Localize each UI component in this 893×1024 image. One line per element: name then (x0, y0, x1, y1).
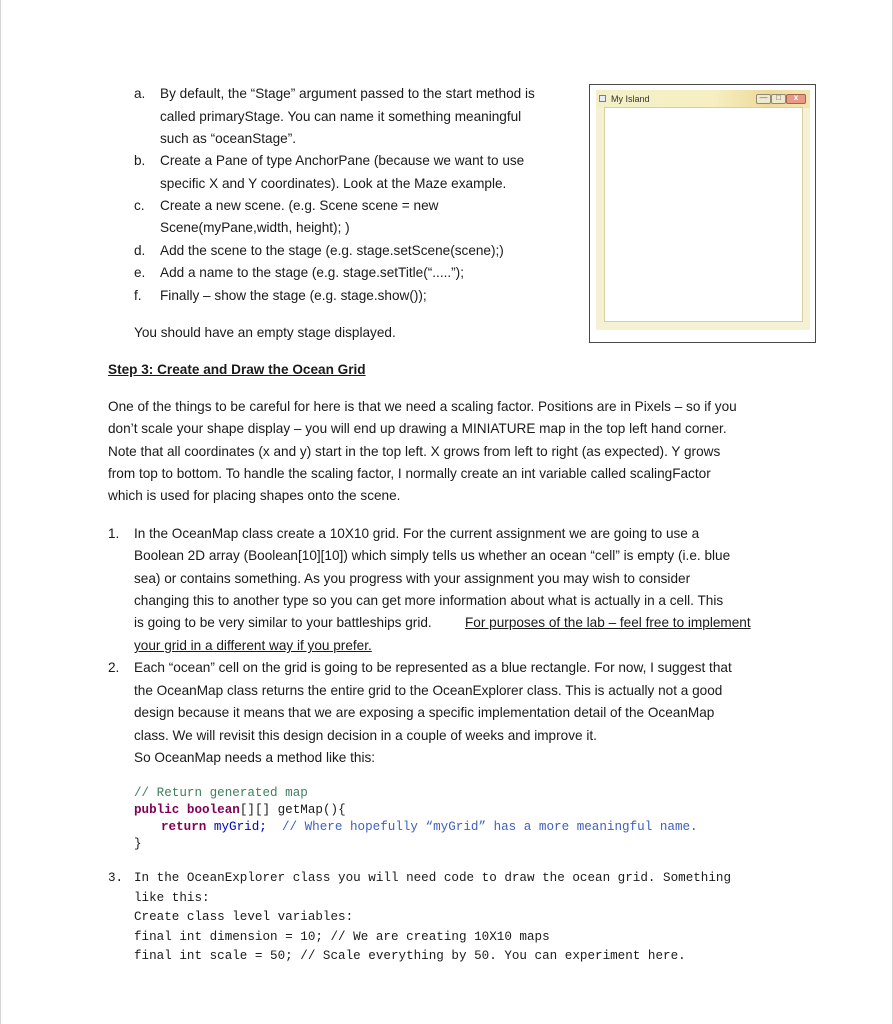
intro-line: One of the things to be careful for here is that we need a scaling factor. Positions are in Pixels – so if you (108, 399, 737, 414)
list-line: Finally – show the stage (e.g. stage.show()); (160, 288, 427, 303)
item-line: changing this to another type so you can get more information about what is actually in a cell. This (134, 593, 724, 608)
code-comment: // Where hopefully “myGrid” has a more meaningful name. (281, 820, 698, 834)
item-line: Each “ocean” cell on the grid is going to be represented as a blue rectangle. For now, I suggest that (134, 660, 732, 675)
list-line: Create a Pane of type AnchorPane (because we want to use (160, 153, 525, 168)
code-comment: // Return generated map (134, 786, 308, 800)
maximize-icon: □ (776, 93, 781, 102)
item-line: design because it means that we are exposing a specific implementation detail of the OceanMap (134, 705, 715, 720)
item-line: class. We will revisit this design decision in a couple of weeks and improve it. (134, 728, 597, 743)
list-line: specific X and Y coordinates). Look at the Maze example. (160, 176, 507, 191)
list-marker: e. (134, 265, 146, 280)
window-client-area (604, 107, 803, 322)
list-marker: a. (134, 86, 146, 101)
item-line: In the OceanExplorer class you will need code to draw the ocean grid. Something (134, 871, 732, 885)
list-marker: 2. (108, 660, 120, 675)
minimize-button[interactable] (756, 94, 771, 104)
close-button[interactable] (786, 94, 806, 104)
intro-line: Note that all coordinates (x and y) start in the top left. X grows from left to right (as expected). Y grows (108, 444, 721, 459)
list-marker: 1. (108, 526, 120, 541)
item-line: final int dimension = 10; // We are creating 10X10 maps (134, 930, 550, 944)
item-line: Boolean 2D array (Boolean[10][10]) which simply tells us whether an ocean “cell” is empty (i.e. blue (134, 548, 731, 563)
code-keyword: public (134, 803, 180, 817)
item-line: the OceanMap class returns the entire grid to the OceanExplorer class. This is actually not a good (134, 683, 723, 698)
list-line: Scene(myPane,width, height); ) (160, 220, 350, 235)
code-signature (134, 802, 346, 819)
intro-line: don’t scale your shape display – you will end up drawing a MINIATURE map in the top left hand corner. (108, 421, 727, 436)
item-line: is going to be very similar to your battleships grid. (134, 615, 432, 630)
window-border-left (596, 108, 604, 322)
code-variable: myGrid; (213, 820, 267, 834)
list-line: called primaryStage. You can name it something meaningful (160, 109, 522, 124)
list-line: such as “oceanStage”. (160, 131, 297, 146)
empty-stage-note: You should have an empty stage displayed. (134, 325, 396, 340)
app-icon (599, 95, 606, 102)
list-marker: b. (134, 153, 146, 168)
list-marker: f. (134, 288, 142, 303)
maximize-button[interactable] (771, 94, 786, 104)
lab-note-link[interactable]: For purposes of the lab – feel free to implement (465, 615, 751, 630)
item-line: So OceanMap needs a method like this: (134, 750, 376, 765)
list-line: Add a name to the stage (e.g. stage.setTitle(“.....”); (160, 265, 464, 280)
list-marker: d. (134, 243, 146, 258)
item-line: In the OceanMap class create a 10X10 grid. For the current assignment we are going to use a (134, 526, 700, 541)
list-line: Create a new scene. (e.g. Scene scene = new (160, 198, 439, 213)
intro-line: which is used for placing shapes onto the scene. (108, 488, 401, 503)
item-line: sea) or contains something. As you progress with your assignment you may wish to consider (134, 571, 691, 586)
window-titlebar (596, 90, 810, 108)
lab-note-link-cont[interactable]: your grid in a different way if you prefer. (134, 638, 372, 653)
window-screenshot (589, 84, 816, 343)
item-line: final int scale = 50; // Scale everything by 50. You can experiment here. (134, 949, 686, 963)
list-line: By default, the “Stage” argument passed to the start method is (160, 86, 535, 101)
list-marker: c. (134, 198, 145, 213)
code-keyword: boolean (186, 803, 240, 817)
window-border-bottom (596, 322, 810, 330)
item-line: like this: (134, 891, 210, 905)
page-edge-left (0, 0, 1, 1024)
list-marker: 3. (108, 871, 124, 885)
close-icon: x (793, 93, 799, 102)
code-return-line (161, 819, 698, 836)
window-title: My Island (611, 94, 650, 104)
minimize-icon: — (759, 93, 768, 102)
step3-heading: Step 3: Create and Draw the Ocean Grid (108, 362, 366, 377)
intro-line: from top to bottom. To handle the scaling factor, I normally create an int variable called scalingFactor (108, 466, 711, 481)
code-text: } (134, 837, 142, 851)
code-keyword: return (161, 820, 207, 834)
code-text: [][] getMap(){ (239, 803, 346, 817)
item-line: Create class level variables: (134, 910, 354, 924)
list-line: Add the scene to the stage (e.g. stage.setScene(scene);) (160, 243, 504, 258)
window-border-right (803, 108, 810, 322)
